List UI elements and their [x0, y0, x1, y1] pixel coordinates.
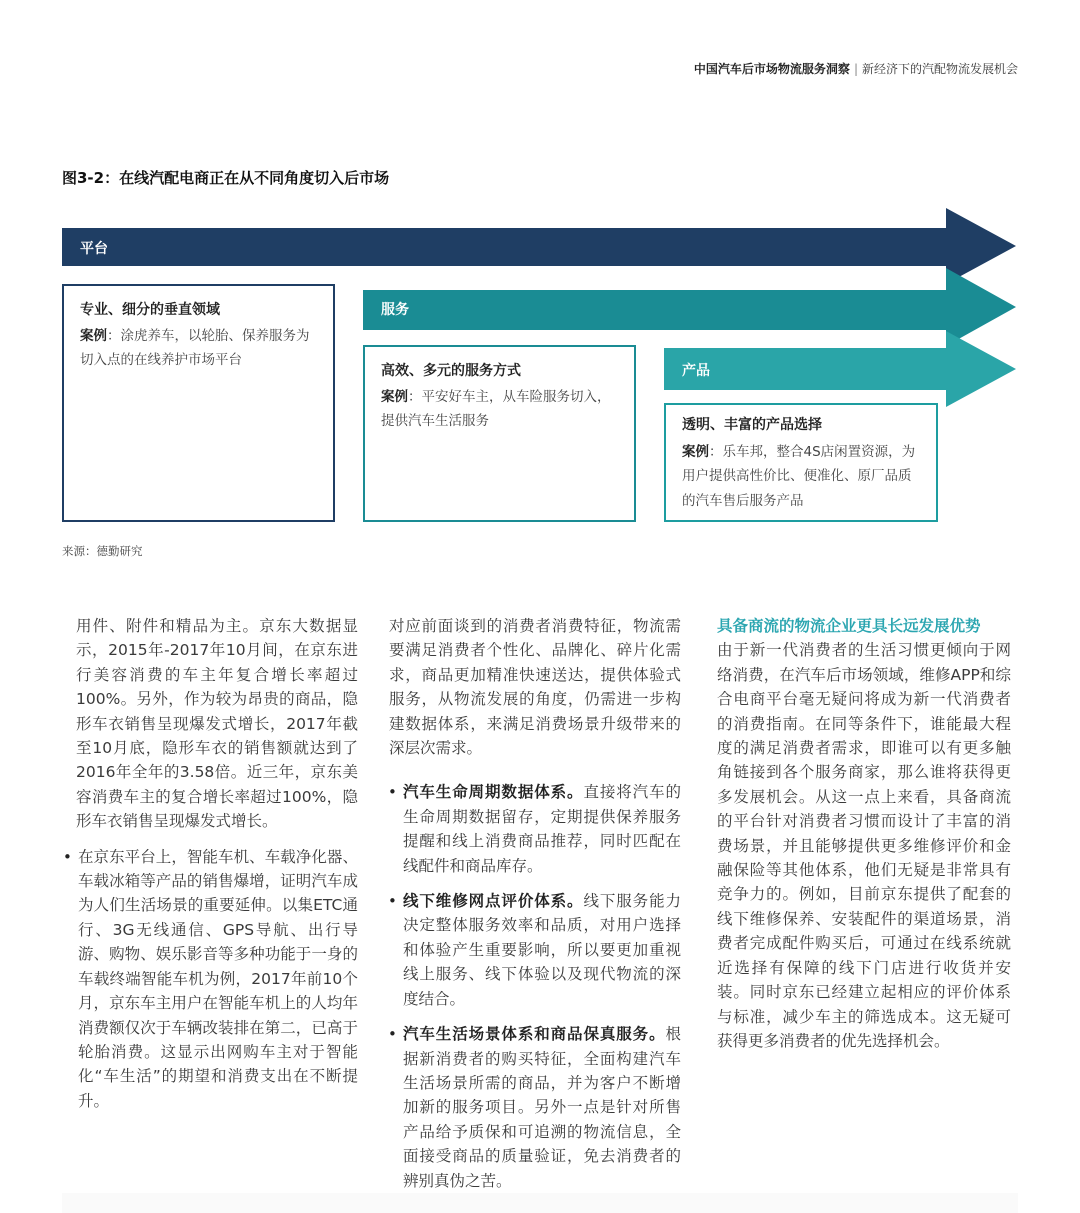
col3-paragraph: 由于新一代消费者的生活习惯更倾向于网络消费，在汽车后市场领域，维修APP和综合电商平台毫无疑问将成为新一代消费者的消费指南。在同等条件下，谁能最大程度的满足消费者需求，即谁可以有更多触角链接到各个服务商家，那么谁将获得更多发展机会。从这一点上来看，具备商流的平台针对消费者习惯而设计了丰富的消费场景，并且能够提供更多维修评价和金融保险等其他体系，他们无疑是非常具有竞争力的。例如，目前京东提供了配套的线下维修保养、安装配件的渠道场景，消费者完成配件购买后，可通过在线系统就近选择有保障的线下门店进行收货并安装。同时京东已经建立起相应的评价体系与标准，减少车主的筛选成本。这无疑可获得更多消费者的优先选择机会。 — [717, 641, 1011, 1050]
case-text: ：平安好车主，从车险服务切入，提供汽车生活服务 — [381, 389, 611, 429]
col2-bullet-2 — [389, 889, 681, 1011]
box-product-title: 透明、丰富的产品选择 — [682, 417, 822, 433]
box-platform-case — [80, 324, 319, 372]
band-label-service: 服务 — [381, 302, 409, 318]
case-label: 案例 — [381, 389, 408, 405]
bullet-title: 汽车生命周期数据体系。 — [403, 783, 584, 802]
arrow-band-service — [363, 268, 1016, 346]
box-product — [664, 403, 938, 522]
section-title: 具备商流的物流企业更具长远发展优势 — [717, 617, 981, 635]
case-label: 案例 — [80, 328, 107, 344]
col2-bullet-1 — [389, 780, 681, 878]
band-label-platform: 平台 — [80, 241, 108, 257]
arrow-band-platform — [62, 208, 1016, 284]
box-service-case — [381, 385, 620, 433]
box-platform — [62, 284, 335, 522]
case-text: ：乐车邦，整合4S店闲置资源，为用户提供高性价比、便准化、原厂品质的汽车售后服务产品 — [682, 443, 916, 509]
header-title: 中国汽车后市场物流服务洞察 — [693, 62, 850, 76]
bullet-text: 根据新消费者的购买特征，全面构建汽车生活场景所需的商品，并为客户不断增加新的服务项目。另外一点是针对所售产品给予质保和可追溯的物流信息，全面接受商品的质量验证，免去消费者的辨别真伪之苦。 — [403, 1025, 681, 1190]
column-2 — [389, 614, 681, 1193]
page-bottom-shade — [62, 1193, 1018, 1213]
case-label: 案例 — [682, 443, 709, 460]
figure-title: 图3-2：在线汽配电商正在从不同角度切入后市场 — [62, 169, 390, 187]
case-text: ：涂虎养车，以轮胎、保养服务为切入点的在线养护市场平台 — [80, 328, 310, 368]
box-service — [363, 345, 636, 522]
box-service-title: 高效、多元的服务方式 — [381, 363, 521, 379]
box-product-case — [682, 440, 922, 514]
col1-bullet: • 在京东平台上，智能车机、车载净化器、车载冰箱等产品的销售爆增，证明汽车成为人们生活场景的重要延伸。以集ETC通行、3G无线通信、GPS导航、出行导游、购物、娱乐影音等多种功能于一身的车载终端智能车机为例，2017年前10个月，京东车主用户在智能车机上的人均年消费额仅次于车辆改装排在第二，已高于轮胎消费。这显示出网购车主对于智能化“车生活”的期望和消费支出在不断提升。 — [64, 845, 358, 1113]
col1-paragraph: 用件、附件和精品为主。京东大数据显示，2015年-2017年10月间，在京东进行美容消费的车主年复合增长率超过100%。另外，作为较为昂贵的商品，隐形车衣销售呈现爆发式增长，2017年截至10月底，隐形车衣的销售额就达到了2016年全年的3.58倍。近三年，京东美容消费车主的复合增长率超过100%，隐形车衣销售呈现爆发式增长。 — [76, 617, 358, 831]
header-separator: | — [853, 62, 858, 76]
bullet-text: 线下服务能力决定整体服务效率和品质，对用户选择和体验产生重要影响，所以要更加重视线上服务、线下体验以及现代物流的深度结合。 — [403, 892, 681, 1008]
column-3 — [717, 614, 1011, 1053]
arrow-band-product — [664, 331, 1016, 407]
band-label-product: 产品 — [682, 363, 710, 379]
column-1 — [76, 614, 358, 1113]
col2-paragraph: 对应前面谈到的消费者消费特征，物流需要满足消费者个性化、品牌化、碎片化需求，商品更加精准快速送达，提供体验式服务，从物流发展的角度，仍需进一步构建数据体系，来满足消费场景升级带来的深层次需求。 — [389, 617, 681, 758]
col2-bullet-3 — [389, 1022, 681, 1193]
bullet-text: 直接将汽车的生命周期数据留存，定期提供保养服务提醒和线上消费商品推荐，同时匹配在线配件和商品库存。 — [403, 783, 681, 875]
figure-source: 来源：德勤研究 — [62, 544, 143, 558]
bullet-title: 线下维修网点评价体系。 — [403, 892, 584, 911]
bullet-title: 汽车生活场景体系和商品保真服务。 — [403, 1025, 666, 1044]
header-subtitle: 新经济下的汽配物流发展机会 — [861, 62, 1018, 76]
box-platform-title: 专业、细分的垂直领域 — [80, 302, 220, 318]
